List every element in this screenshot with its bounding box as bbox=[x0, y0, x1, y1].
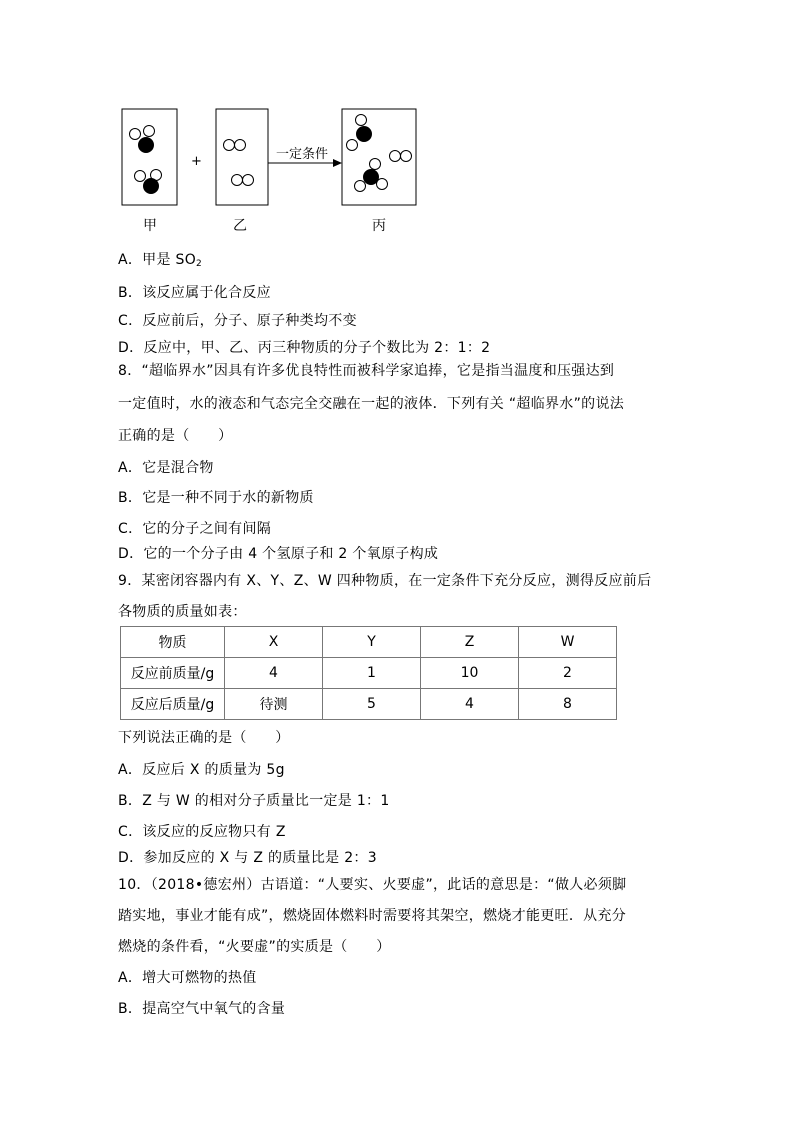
q9-option-c: C．该反应的反应物只有 Z bbox=[118, 824, 286, 840]
reaction-diagram bbox=[0, 0, 794, 240]
q9-option-d: D．参加反应的 X 与 Z 的质量比是 2：3 bbox=[118, 850, 377, 866]
molecule-bing-1 bbox=[347, 115, 372, 151]
table-header-row bbox=[121, 627, 617, 658]
table-header-cell: Y bbox=[323, 627, 421, 658]
label-jia: 甲 bbox=[143, 218, 157, 234]
table-cell: 5 bbox=[323, 689, 421, 720]
table-header-cell: W bbox=[519, 627, 617, 658]
q10-stem-line3: 燃烧的条件看，“火要虚”的实质是（ ） bbox=[118, 939, 391, 955]
q7-option-b: B．该反应属于化合反应 bbox=[118, 285, 271, 301]
q9-option-b: B．Z 与 W 的相对分子质量比一定是 1：1 bbox=[118, 793, 390, 809]
q8-option-a: A．它是混合物 bbox=[118, 460, 214, 476]
q10-option-b: B．提高空气中氧气的含量 bbox=[118, 1001, 286, 1017]
molecule-bing-2 bbox=[355, 159, 388, 192]
table-row bbox=[121, 658, 617, 689]
q9-stem-line2: 各物质的质量如表： bbox=[118, 604, 247, 620]
table-cell: 2 bbox=[519, 658, 617, 689]
table-cell: 8 bbox=[519, 689, 617, 720]
q7-option-a: A．甲是 $SO_2$ bbox=[118, 252, 203, 269]
q8-stem-line3: 正确的是（ ） bbox=[118, 428, 233, 444]
q8-option-d: D．它的一个分子由 4 个氢原子和 2 个氧原子构成 bbox=[118, 546, 439, 562]
q10-stem-line2: 踏实地，事业才能有成”，燃烧固体燃料时需要将其架空，燃烧才能更旺．从充分 bbox=[118, 908, 627, 924]
table-header-cell: X bbox=[225, 627, 323, 658]
molecule-bing-3 bbox=[390, 151, 412, 162]
molecule-yi-1 bbox=[224, 140, 246, 151]
q7-option-c: C．反应前后，分子、原子种类均不变 bbox=[118, 313, 357, 329]
plus-sign: + bbox=[191, 154, 202, 169]
table-header-cell: 物质 bbox=[121, 627, 225, 658]
q10-stem-line1: 10．（2018•德宏州）古语道：“人要实、火要虚”，此话的意思是：“做人必须脚 bbox=[118, 877, 627, 893]
table-row bbox=[121, 689, 617, 720]
q8-stem-line2: 一定值时，水的液态和气态完全交融在一起的液体．下列有关 “超临界水”的说法 bbox=[118, 396, 625, 412]
table-cell: 1 bbox=[323, 658, 421, 689]
table-cell: 反应后质量/g bbox=[121, 689, 225, 720]
table-cell: 4 bbox=[421, 689, 519, 720]
table-cell: 待测 bbox=[225, 689, 323, 720]
molecule-yi-2 bbox=[232, 175, 254, 186]
molecule-jia-1 bbox=[130, 126, 155, 153]
q8-stem-line1: 8．“超临界水”因具有许多优良特性而被科学家追捧，它是指当温度和压强达到 bbox=[118, 363, 615, 379]
q9-prompt: 下列说法正确的是（ ） bbox=[118, 730, 290, 746]
q8-option-b: B．它是一种不同于水的新物质 bbox=[118, 490, 314, 506]
arrow-label: 一定条件 bbox=[276, 147, 329, 162]
arrow-head bbox=[333, 159, 342, 167]
mass-table bbox=[120, 626, 617, 720]
table-header-cell: Z bbox=[421, 627, 519, 658]
molecule-jia-2 bbox=[135, 170, 162, 194]
q9-option-a: A．反应后 X 的质量为 5g bbox=[118, 762, 285, 778]
table-cell: 4 bbox=[225, 658, 323, 689]
box-yi bbox=[216, 109, 268, 205]
q7-option-d: D．反应中，甲、乙、丙三种物质的分子个数比为 2：1：2 bbox=[118, 340, 491, 356]
q8-option-c: C．它的分子之间有间隔 bbox=[118, 521, 272, 537]
label-bing: 丙 bbox=[372, 218, 386, 234]
label-yi: 乙 bbox=[233, 218, 247, 234]
table-cell: 10 bbox=[421, 658, 519, 689]
q10-option-a: A．增大可燃物的热值 bbox=[118, 970, 257, 986]
q9-stem-line1: 9．某密闭容器内有 X、Y、Z、W 四种物质，在一定条件下充分反应，测得反应前后 bbox=[118, 573, 652, 589]
table-cell: 反应前质量/g bbox=[121, 658, 225, 689]
